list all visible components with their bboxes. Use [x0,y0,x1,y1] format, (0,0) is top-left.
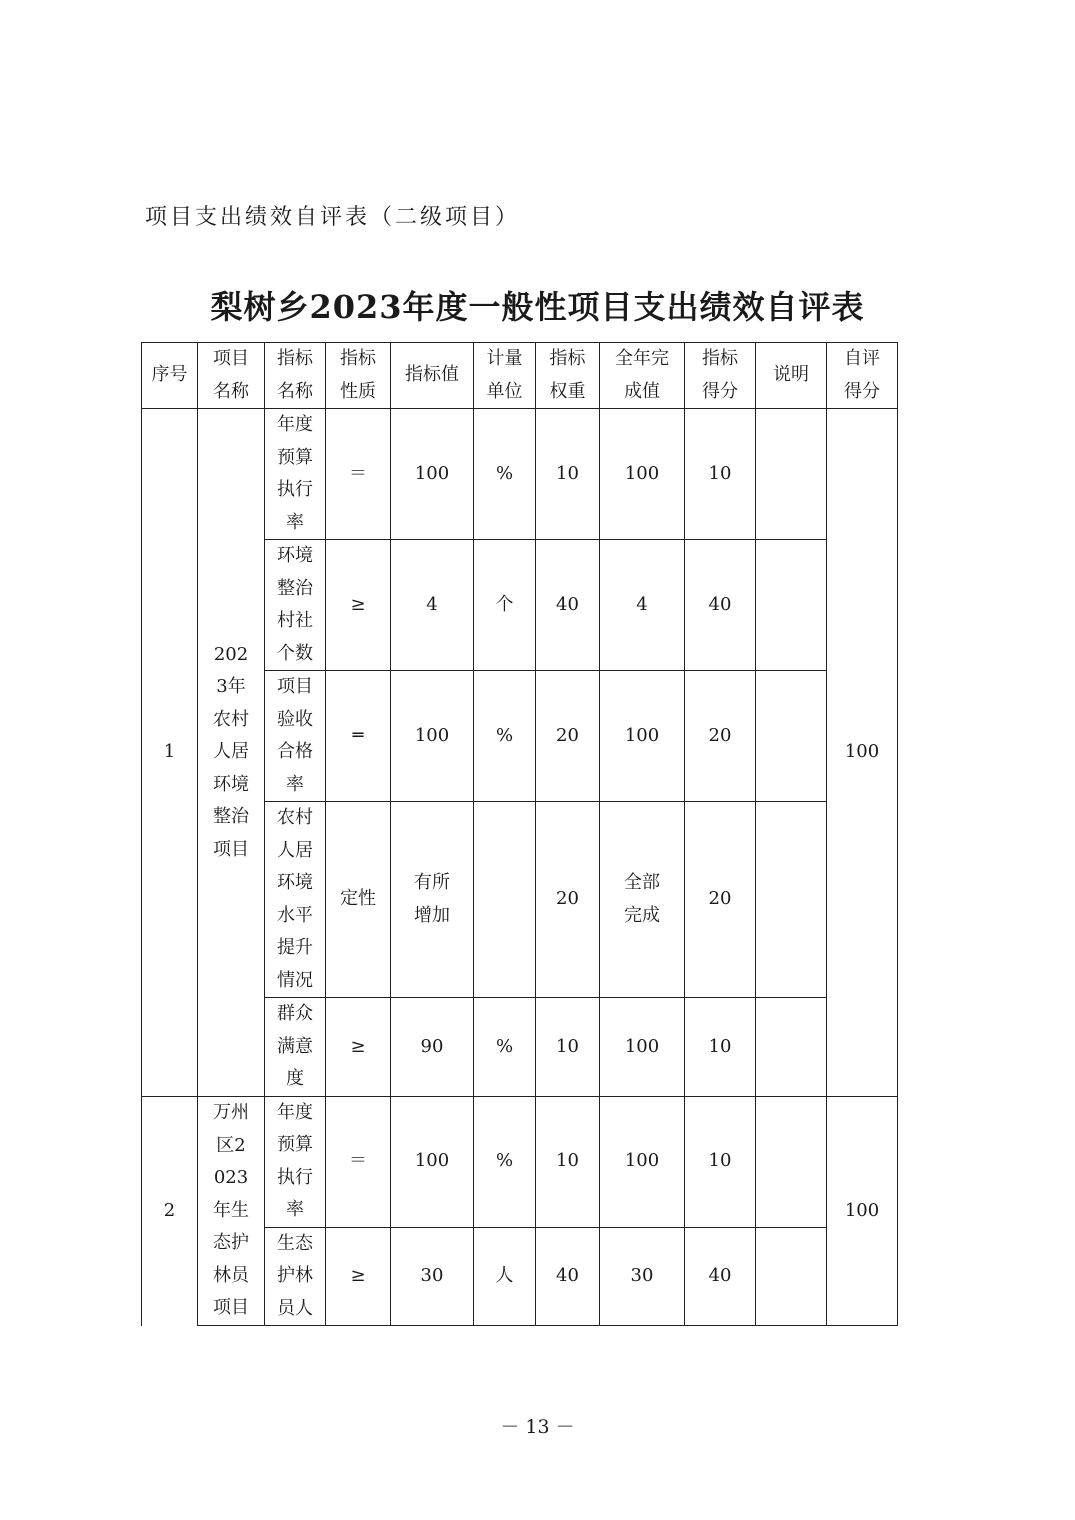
weight-cell: 40 [536,1227,600,1326]
header-self-score: 自评得分 [827,343,898,409]
unit-cell: 个 [474,540,536,671]
note-cell [756,409,827,540]
indicator-value-cell: 100 [391,671,474,802]
note-cell [756,998,827,1097]
indicator-value-cell: 30 [391,1227,474,1326]
indicator-value-cell: 90 [391,998,474,1097]
score-cell: 10 [685,409,756,540]
note-cell [756,802,827,998]
page-number: － 13 － [500,1416,575,1438]
weight-cell: 10 [536,998,600,1097]
table-row [142,409,898,540]
self-score-cell: 100 [827,1096,898,1326]
performance-table [141,342,898,1326]
indicator-name-cell: 农村人居环境水平提升情况 [265,802,326,998]
note-cell [756,671,827,802]
indicator-name-cell: 生态护林员人 [265,1227,326,1326]
header-unit: 计量单位 [474,343,536,409]
actual-cell: 30 [600,1227,685,1326]
header-note: 说明 [756,343,827,409]
note-cell [756,1096,827,1227]
score-cell: 10 [685,1096,756,1227]
header-project-name: 项目名称 [198,343,265,409]
header-indicator-name: 指标名称 [265,343,326,409]
indicator-nature-cell: ≥ [326,998,391,1097]
unit-cell: % [474,671,536,802]
indicator-name-cell: 年度预算执行率 [265,409,326,540]
unit-cell: % [474,1096,536,1227]
actual-cell: 100 [600,1096,685,1227]
actual-cell: 100 [600,671,685,802]
indicator-name-cell: 项目验收合格率 [265,671,326,802]
indicator-name-cell: 群众满意度 [265,998,326,1097]
indicator-nature-cell: ≥ [326,1227,391,1326]
weight-cell: 10 [536,1096,600,1227]
indicator-nature-cell: ≥ [326,540,391,671]
actual-cell: 100 [600,998,685,1097]
indicator-value-cell: 4 [391,540,474,671]
unit-cell: % [474,409,536,540]
indicator-value-cell: 100 [391,1096,474,1227]
unit-cell: 人 [474,1227,536,1326]
header-score: 指标得分 [685,343,756,409]
indicator-nature-cell: ＝ [326,1096,391,1227]
score-cell: 40 [685,540,756,671]
header-row [142,343,898,409]
actual-cell: 100 [600,409,685,540]
indicator-name-cell: 年度预算执行率 [265,1096,326,1227]
table-caption: 项目支出绩效自评表（二级项目） [145,205,521,230]
project-name-cell: 2023年农村人居环境整治项目 [198,409,265,1097]
indicator-nature-cell: ═ [326,671,391,802]
indicator-nature-cell: 定性 [326,802,391,998]
weight-cell: 20 [536,671,600,802]
self-score-cell: 100 [827,409,898,1097]
note-cell [756,540,827,671]
indicator-value-cell: 有所增加 [391,802,474,998]
table-row [142,1096,898,1227]
header-weight: 指标权重 [536,343,600,409]
score-cell: 10 [685,998,756,1097]
seq-cell: 2 [142,1096,198,1326]
weight-cell: 40 [536,540,600,671]
header-indicator-nature: 指标性质 [326,343,391,409]
unit-cell: % [474,998,536,1097]
note-cell [756,1227,827,1326]
score-cell: 40 [685,1227,756,1326]
seq-cell: 1 [142,409,198,1097]
header-seq: 序号 [142,343,198,409]
actual-cell: 全部完成 [600,802,685,998]
weight-cell: 20 [536,802,600,998]
actual-cell: 4 [600,540,685,671]
page-title: 梨树乡2023年度一般性项目支出绩效自评表 [210,288,865,326]
indicator-value-cell: 100 [391,409,474,540]
score-cell: 20 [685,671,756,802]
project-name-cell: 万州区2023年生态护林员项目 [198,1096,265,1326]
indicator-nature-cell: ＝ [326,409,391,540]
score-cell: 20 [685,802,756,998]
header-actual: 全年完成值 [600,343,685,409]
header-indicator-value: 指标值 [391,343,474,409]
indicator-name-cell: 环境整治村社个数 [265,540,326,671]
unit-cell [474,802,536,998]
weight-cell: 10 [536,409,600,540]
